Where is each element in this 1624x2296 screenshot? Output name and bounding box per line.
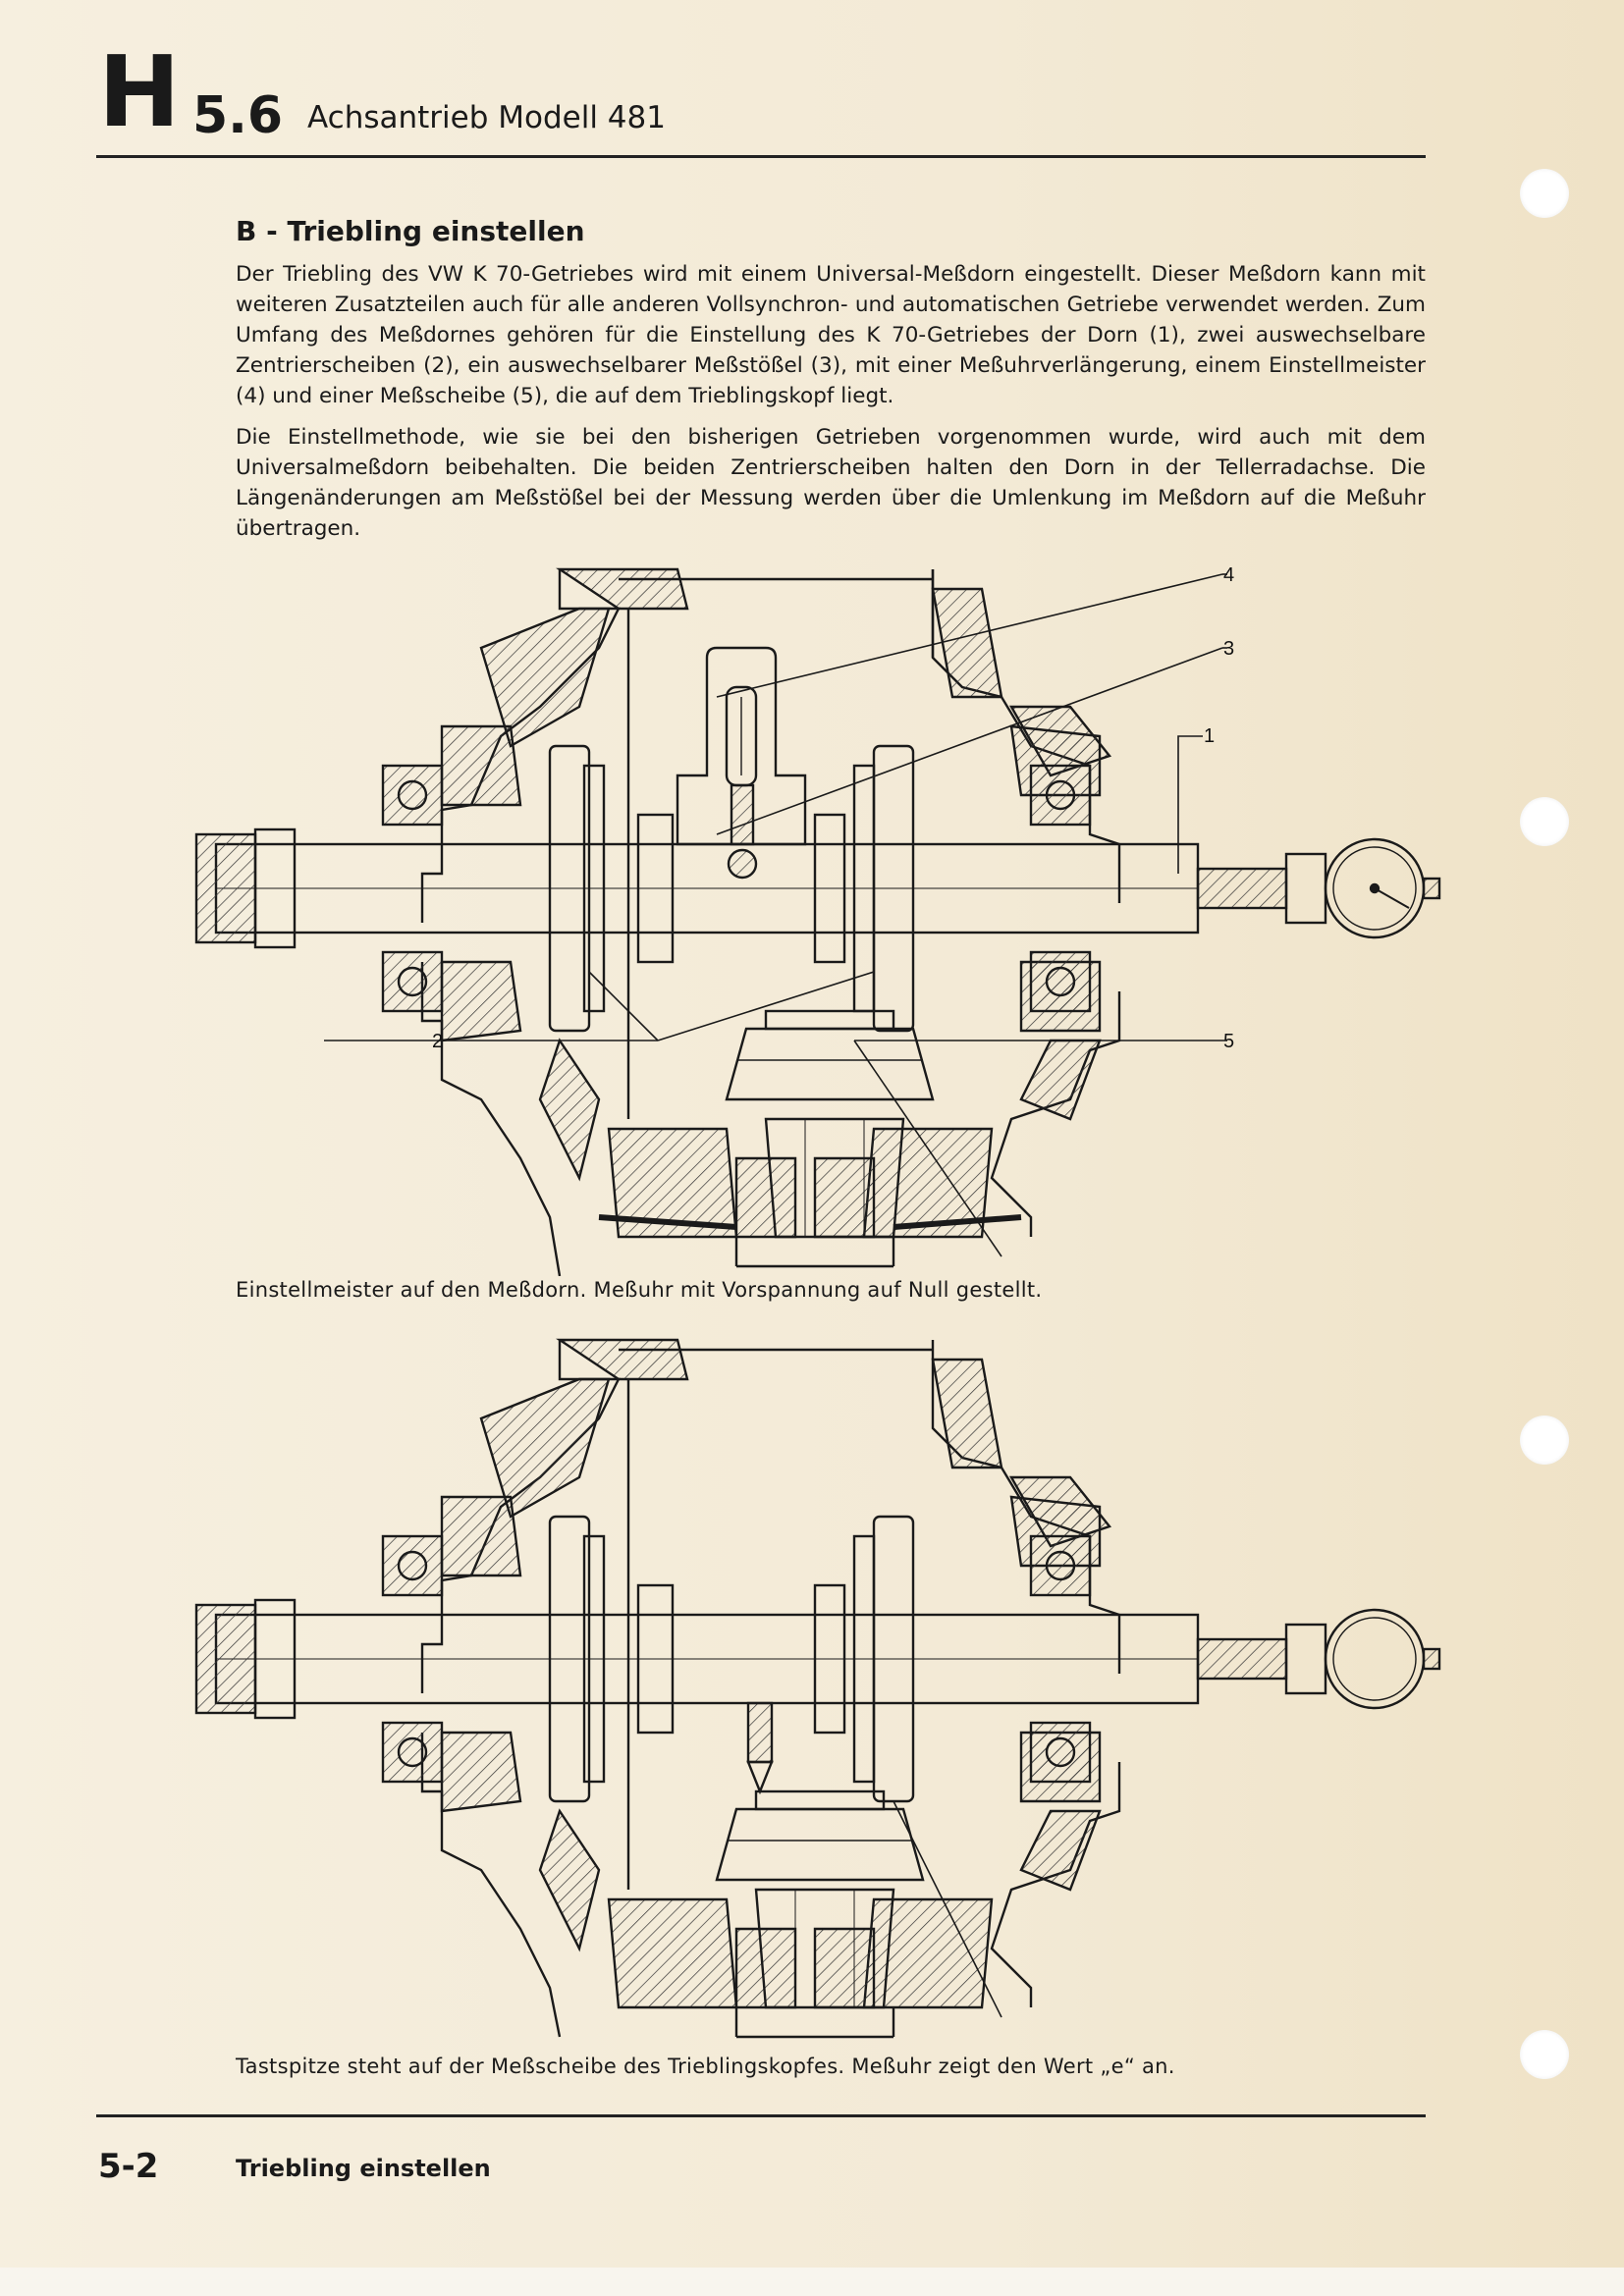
- paragraph-intro: Der Triebling des VW K 70-Getriebes wird mit einem Universal-Meßdorn eingestellt. Dieser Meßdorn kann mit weiteren Zusatzteilen auch für alle anderen Vollsynchron- und automatischen Getriebe verwendet werden. Zum Umfang des Meßdornes gehören für die Einstellung des K 70-Getriebes der Dorn (1), zwei auswechselbare Zentrierscheiben (2), ein auswechselbarer Meßstößel (3), mit einer Meßuhrverlängerung, einem Einstellmeister (4) und einer Meßscheibe (5), die auf dem Trieblingskopf liegt.: [236, 262, 1426, 408]
- measuring-disc: [727, 1029, 933, 1099]
- chapter-letter: H: [98, 34, 179, 149]
- page-number: 5-2: [98, 2147, 159, 2186]
- page-title: Achsantrieb Modell 481: [307, 100, 666, 135]
- leader-1: [1178, 736, 1203, 874]
- callout-3: 3: [1223, 638, 1235, 660]
- scan-bottom-strip: [0, 2268, 1624, 2296]
- punch-hole: [1520, 2030, 1569, 2079]
- dial-gauge-2: [1326, 1610, 1424, 1708]
- punch-hole: [1520, 169, 1569, 218]
- figure-1-drawing: [187, 550, 1463, 1276]
- footer-title: Triebling einstellen: [236, 2155, 491, 2182]
- punch-hole: [1520, 1415, 1569, 1465]
- callout-1: 1: [1204, 725, 1216, 747]
- callout-2: 2: [432, 1031, 444, 1052]
- figure-1-caption: Einstellmeister auf den Meßdorn. Meßuhr mit Vorspannung auf Null gestellt.: [236, 1278, 1043, 1302]
- section-number: 5.6: [192, 86, 284, 145]
- figure-2-drawing: [187, 1330, 1463, 2047]
- punch-hole: [1520, 797, 1569, 846]
- callout-4: 4: [1223, 564, 1235, 586]
- section-heading: B - Triebling einstellen: [236, 215, 585, 247]
- header-rule: [96, 155, 1426, 158]
- probe-tip: [748, 1703, 772, 1762]
- footer-rule: [96, 2114, 1426, 2117]
- paragraph-method: Die Einstellmethode, wie sie bei den bisherigen Getrieben vorgenommen wurde, wird auch mit dem Universalmeßdorn beibehalten. Die beiden Zentrierscheiben halten den Dorn in der Tellerradachse. Die Längenänderungen am Meßstößel bei der Messung werden über die Umlenkung im Meßdorn auf die Meßuhr übertragen.: [236, 425, 1426, 541]
- callout-5: 5: [1223, 1031, 1235, 1052]
- figure-2-caption: Tastspitze steht auf der Meßscheibe des Trieblingskopfes. Meßuhr zeigt den Wert „e“ an.: [236, 2055, 1175, 2078]
